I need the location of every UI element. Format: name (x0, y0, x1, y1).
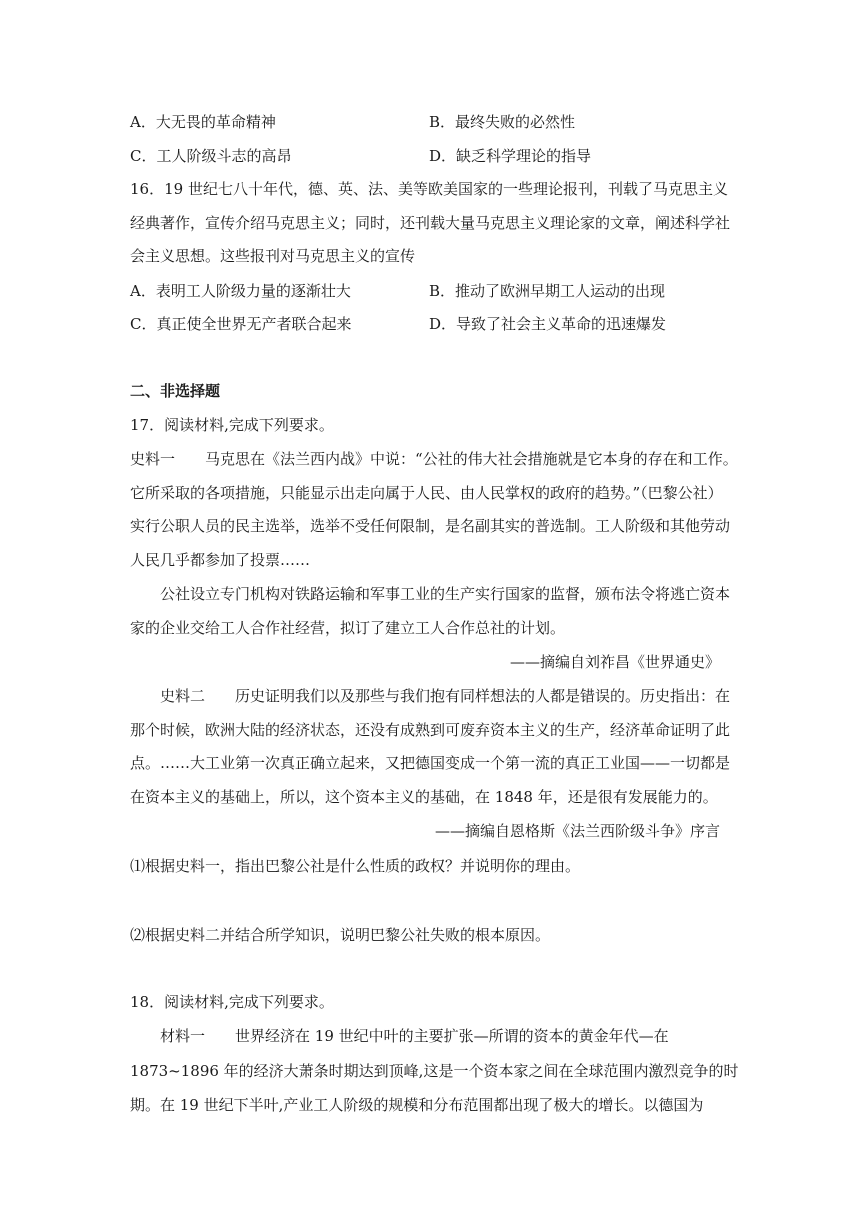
q18-material-1-text-1: 世界经济在 19 世纪中叶的主要扩张—所谓的资本的黄金年代—在 (235, 1027, 669, 1045)
q16-stem-line-3: 会主义思想。这些报刊对马克思主义的宣传 (130, 247, 416, 265)
q17-material-1-para2-line-1: 公社设立专门机构对铁路运输和军事工业的生产实行国家的监督，颁布法令将逃亡资本 (160, 585, 731, 603)
q18-material-1-line-1 (160, 1026, 669, 1046)
q16-option-d: D．导致了社会主义革命的迅速爆发 (429, 315, 667, 333)
q17-material-2-line-2: 那个时候，欧洲大陆的经济状态，还没有成熟到可废弃资本主义的生产，经济革命证明了此 (130, 721, 731, 739)
q17-subquestion-1: ⑴根据史料一，指出巴黎公社是什么性质的政权？并说明你的理由。 (130, 857, 581, 875)
q17-subquestion-2: ⑵根据史料二并结合所学知识，说明巴黎公社失败的根本原因。 (130, 926, 551, 944)
q18-intro: 18．阅读材料,完成下列要求。 (130, 993, 334, 1011)
q18-material-1-line-2: 1873~1896 年的经济大萧条时期达到顶峰,这是一个资本家之间在全球范围内激烈竞争的时 (130, 1062, 739, 1080)
q17-material-1-head: 史料一 (130, 450, 176, 468)
q17-material-2-source: ——摘编自恩格斯《法兰西阶级斗争》序言 (434, 822, 720, 840)
q17-material-1-para2-line-2: 家的企业交给工人合作社经营，拟订了建立工人合作总社的计划。 (130, 619, 566, 637)
section-title: 二、非选择题 (130, 382, 221, 400)
q17-material-1-text-1: 马克思在《法兰西内战》中说：“公社的伟大社会措施就是它本身的存在和工作。 (205, 450, 738, 468)
q17-material-1-line-4: 人民几乎都参加了投票…… (130, 551, 311, 569)
q17-material-2-line-3: 点。……大工业第一次真正确立起来，又把德国变成一个第一流的真正工业国——一切都是 (130, 754, 731, 772)
q17-material-1-line-1 (130, 449, 738, 469)
q17-material-1-line-3: 实行公职人员的民主选举，选举不受任何限制，是名副其实的普选制。工人阶级和其他劳动 (130, 517, 731, 535)
q17-intro: 17．阅读材料,完成下列要求。 (130, 416, 334, 434)
q16-stem-line-2: 经典著作，宣传介绍马克思主义；同时，还刊载大量马克思主义理论家的文章，阐述科学社 (130, 214, 731, 232)
q17-material-2-head: 史料二 (160, 687, 206, 705)
q16-option-c: C．真正使全世界无产者联合起来 (130, 315, 352, 333)
q17-material-2-line-1 (160, 686, 730, 706)
q16-option-a: A．表明工人阶级力量的逐渐壮大 (130, 282, 351, 300)
q16-option-b: B．推动了欧洲早期工人运动的出现 (429, 282, 666, 300)
q18-material-1-head: 材料一 (160, 1027, 206, 1045)
q16-stem-line-1: 16．19 世纪七八十年代，德、英、法、美等欧美国家的一些理论报刊，刊载了马克思主义 (130, 180, 728, 198)
q15-option-b: B．最终失败的必然性 (429, 113, 576, 131)
q15-option-c: C．工人阶级斗志的高昂 (130, 147, 292, 165)
q18-material-1-line-3: 期。在 19 世纪下半叶,产业工人阶级的规模和分布范围都出现了极大的增长。以德国为 (130, 1096, 704, 1114)
q17-material-1-line-2: 它所采取的各项措施，只能显示出走向属于人民、由人民掌权的政府的趋势。”（巴黎公社） (130, 484, 723, 502)
q17-material-1-source: ——摘编自刘祚昌《世界通史》 (509, 653, 720, 671)
q17-material-2-text-1: 历史证明我们以及那些与我们抱有同样想法的人都是错误的。历史指出：在 (235, 687, 731, 705)
q15-option-a: A．大无畏的革命精神 (130, 113, 276, 131)
q15-option-d: D．缺乏科学理论的指导 (429, 147, 592, 165)
q17-material-2-line-4: 在资本主义的基础上，所以，这个资本主义的基础，在 1848 年，还是很有发展能力的。 (130, 788, 718, 806)
